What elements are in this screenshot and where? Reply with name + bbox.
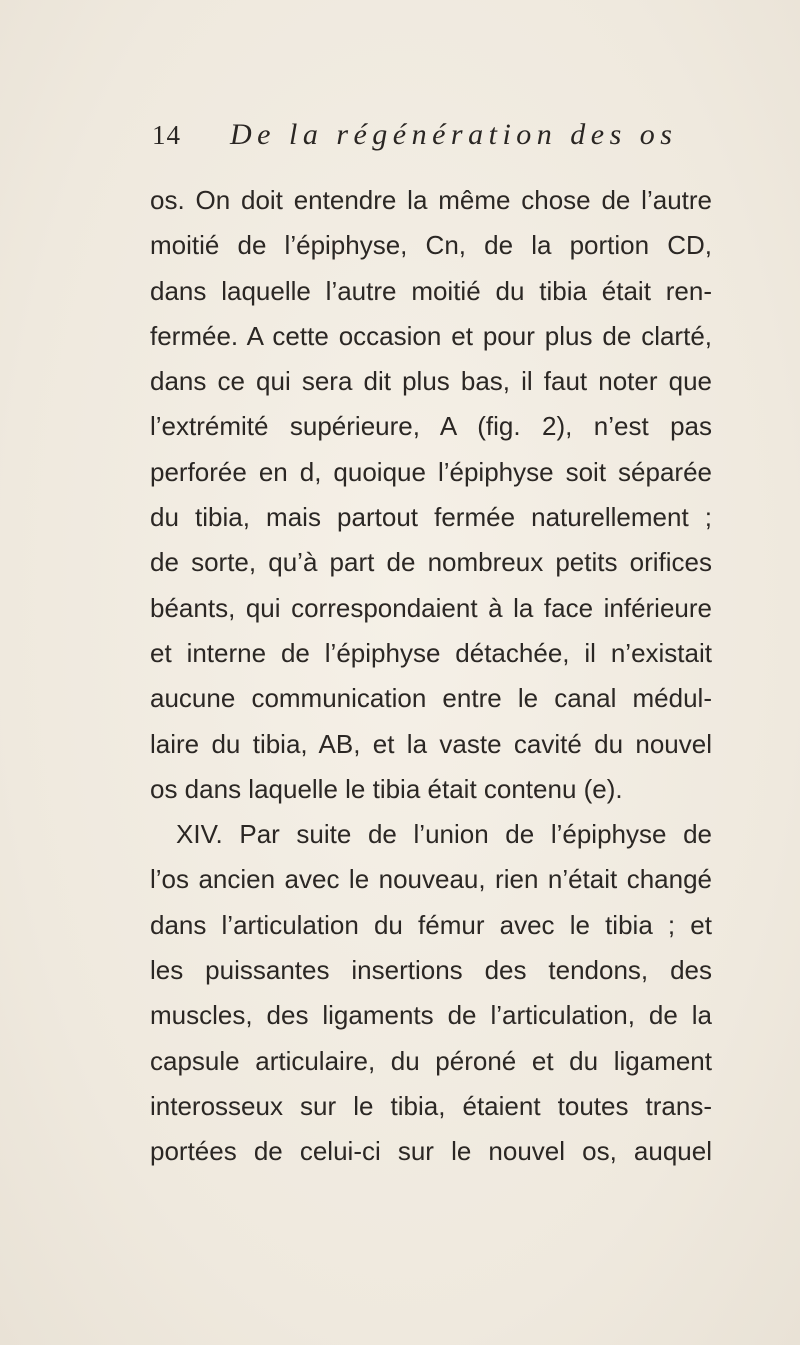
text-line: aucune communication entre le canal médul-	[150, 683, 712, 714]
text-line: perforée en d, quoique l’épiphyse soit séparée	[150, 456, 712, 487]
text-line: de sorte, qu’à part de nombreux petits orifices	[150, 547, 712, 578]
body-text	[150, 178, 712, 1175]
text-line: os dans laquelle le tibia était contenu (e).	[150, 773, 623, 804]
text-line: béants, qui correspondaient à la face inférieure	[150, 592, 712, 623]
page-number: 14	[152, 120, 181, 150]
running-title: De la régénération des os	[230, 118, 678, 151]
paragraph-2	[150, 812, 712, 1174]
page-header	[152, 118, 712, 158]
text-line: du tibia, mais partout fermée naturellement ;	[150, 502, 712, 533]
text-line: fermée. A cette occasion et pour plus de clarté,	[150, 320, 712, 351]
text-line: muscles, des ligaments de l’articulation, de la	[150, 1000, 712, 1031]
text-line: et interne de l’épiphyse détachée, il n’existait	[150, 637, 712, 668]
text-line: moitié de l’épiphyse, Cn, de la portion CD,	[150, 230, 712, 261]
text-line: interosseux sur le tibia, étaient toutes trans-	[150, 1090, 712, 1121]
text-line: les puissantes insertions des tendons, des	[150, 955, 712, 986]
text-line: dans laquelle l’autre moitié du tibia était ren-	[150, 275, 712, 306]
text-line: l’os ancien avec le nouveau, rien n’était changé	[150, 864, 712, 895]
paragraph-1	[150, 178, 712, 812]
text-line: dans ce qui sera dit plus bas, il faut noter que	[150, 366, 712, 397]
text-line: XIV. Par suite de l’union de l’épiphyse de	[176, 819, 712, 850]
text-line: l’extrémité supérieure, A (fig. 2), n’est pas	[150, 411, 712, 442]
text-line: dans l’articulation du fémur avec le tibia ; et	[150, 909, 712, 940]
text-line: capsule articulaire, du péroné et du ligament	[150, 1045, 712, 1076]
text-line: portées de celui-ci sur le nouvel os, auquel	[150, 1136, 712, 1167]
text-line: os. On doit entendre la même chose de l’autre	[150, 185, 712, 215]
text-line: laire du tibia, AB, et la vaste cavité du nouvel	[150, 728, 712, 759]
